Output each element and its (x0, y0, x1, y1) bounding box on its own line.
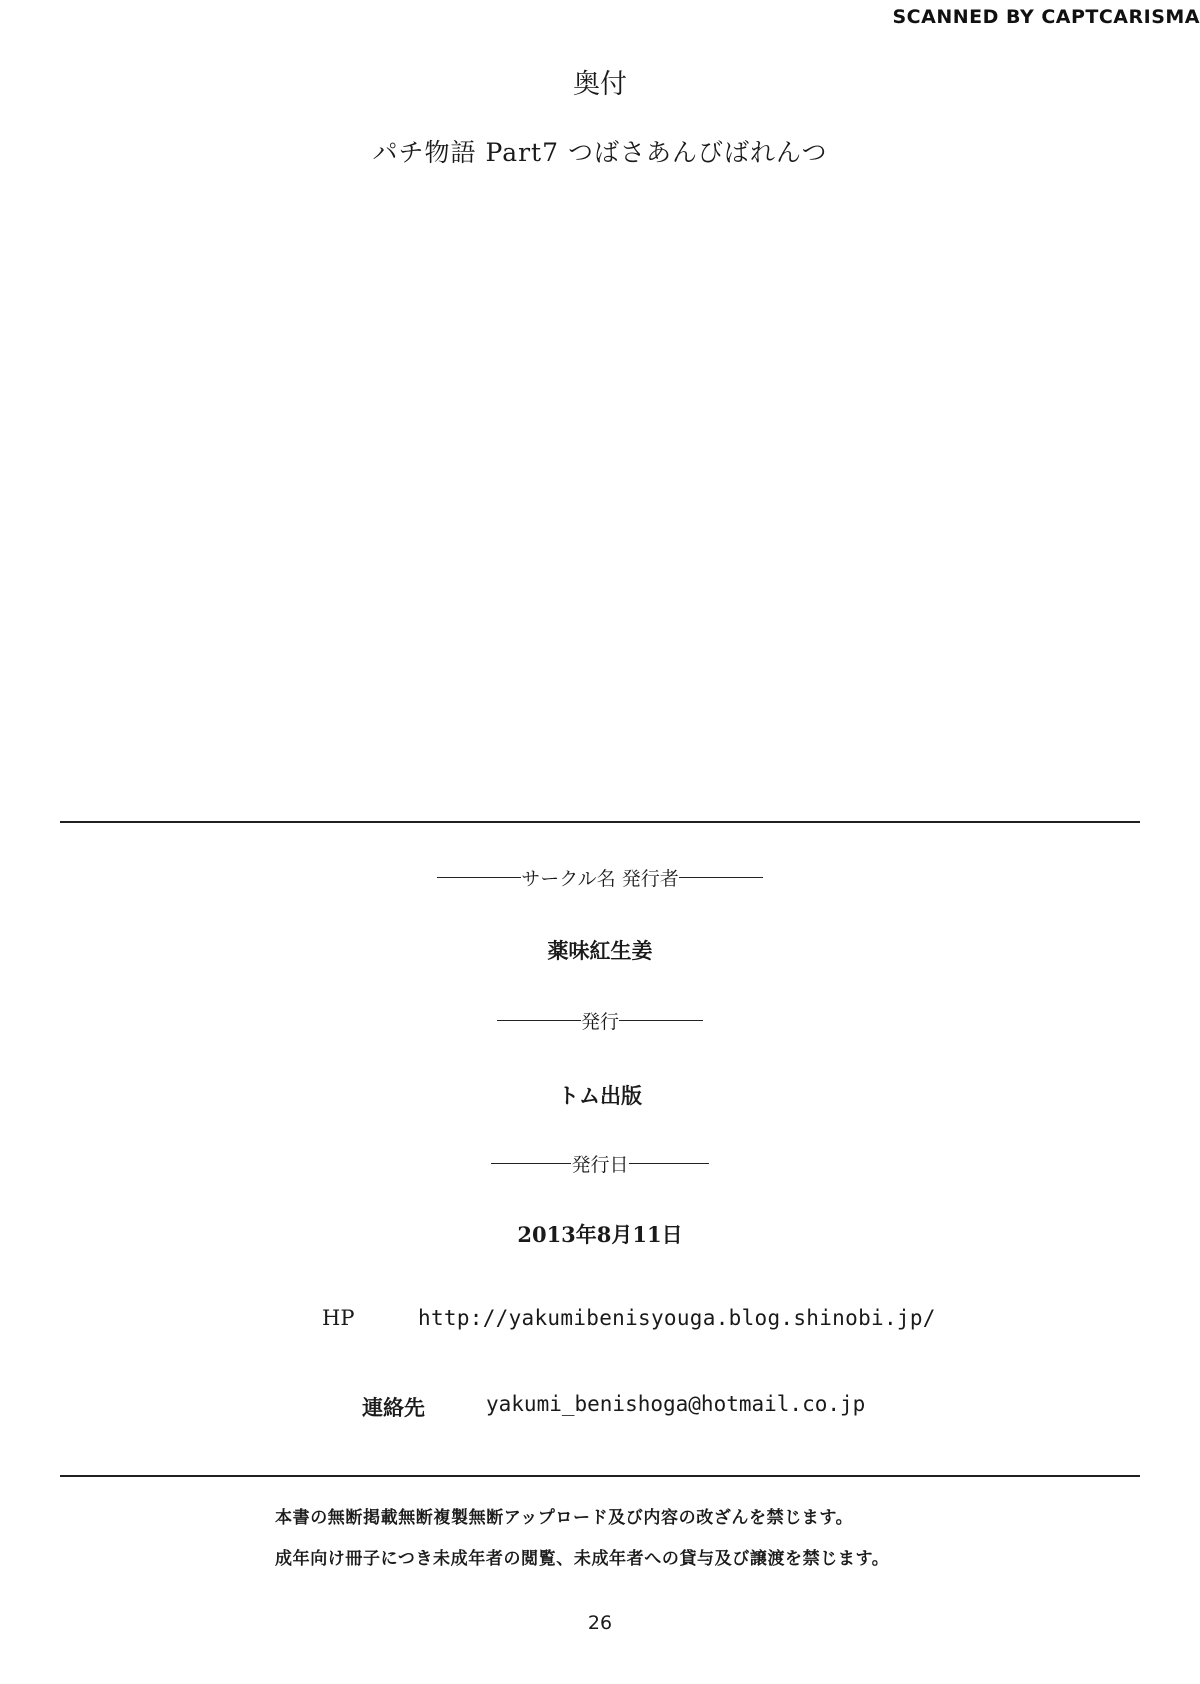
contact-email[interactable]: yakumi_benishoga@hotmail.co.jp (486, 1392, 866, 1416)
scanner-credit: SCANNED BY CAPTCARISMA (892, 6, 1200, 28)
top-divider (60, 821, 1140, 823)
right-dash (629, 1163, 709, 1165)
colophon-heading: 奥付 (573, 69, 627, 100)
publish-section-label: 発行 (580, 1011, 619, 1033)
page-number: 26 (587, 1612, 613, 1634)
left-dash (491, 1163, 571, 1165)
date-section-header (0, 1150, 1200, 1177)
left-dash (437, 877, 521, 879)
copyright-notice: 本書の無断掲載無断複製無断アップロード及び内容の改ざんを禁じます。 (275, 1508, 854, 1528)
circle-section-label: サークル名 発行者 (521, 868, 679, 890)
age-restriction-notice: 成年向け冊子につき未成年者の閲覧、未成年者への貸与及び譲渡を禁じます。 (275, 1549, 890, 1569)
right-dash (679, 877, 763, 879)
homepage-url[interactable]: http://yakumibenisyouga.blog.shinobi.jp/ (418, 1306, 936, 1330)
circle-name: 薬味紅生姜 (547, 938, 653, 963)
publisher-name: トム出版 (558, 1083, 642, 1108)
left-dash (497, 1020, 581, 1022)
contact-label: 連絡先 (362, 1395, 425, 1420)
date-section-label: 発行日 (571, 1154, 629, 1176)
book-title: パチ物語 Part7 つばさあんびばれんつ (372, 138, 828, 167)
homepage-label: HP (322, 1306, 355, 1330)
publish-date: 2013年8月11日 (517, 1222, 683, 1247)
right-dash (619, 1020, 703, 1022)
circle-section-header (0, 864, 1200, 891)
publish-section-header (0, 1007, 1200, 1034)
bottom-divider (60, 1475, 1140, 1477)
